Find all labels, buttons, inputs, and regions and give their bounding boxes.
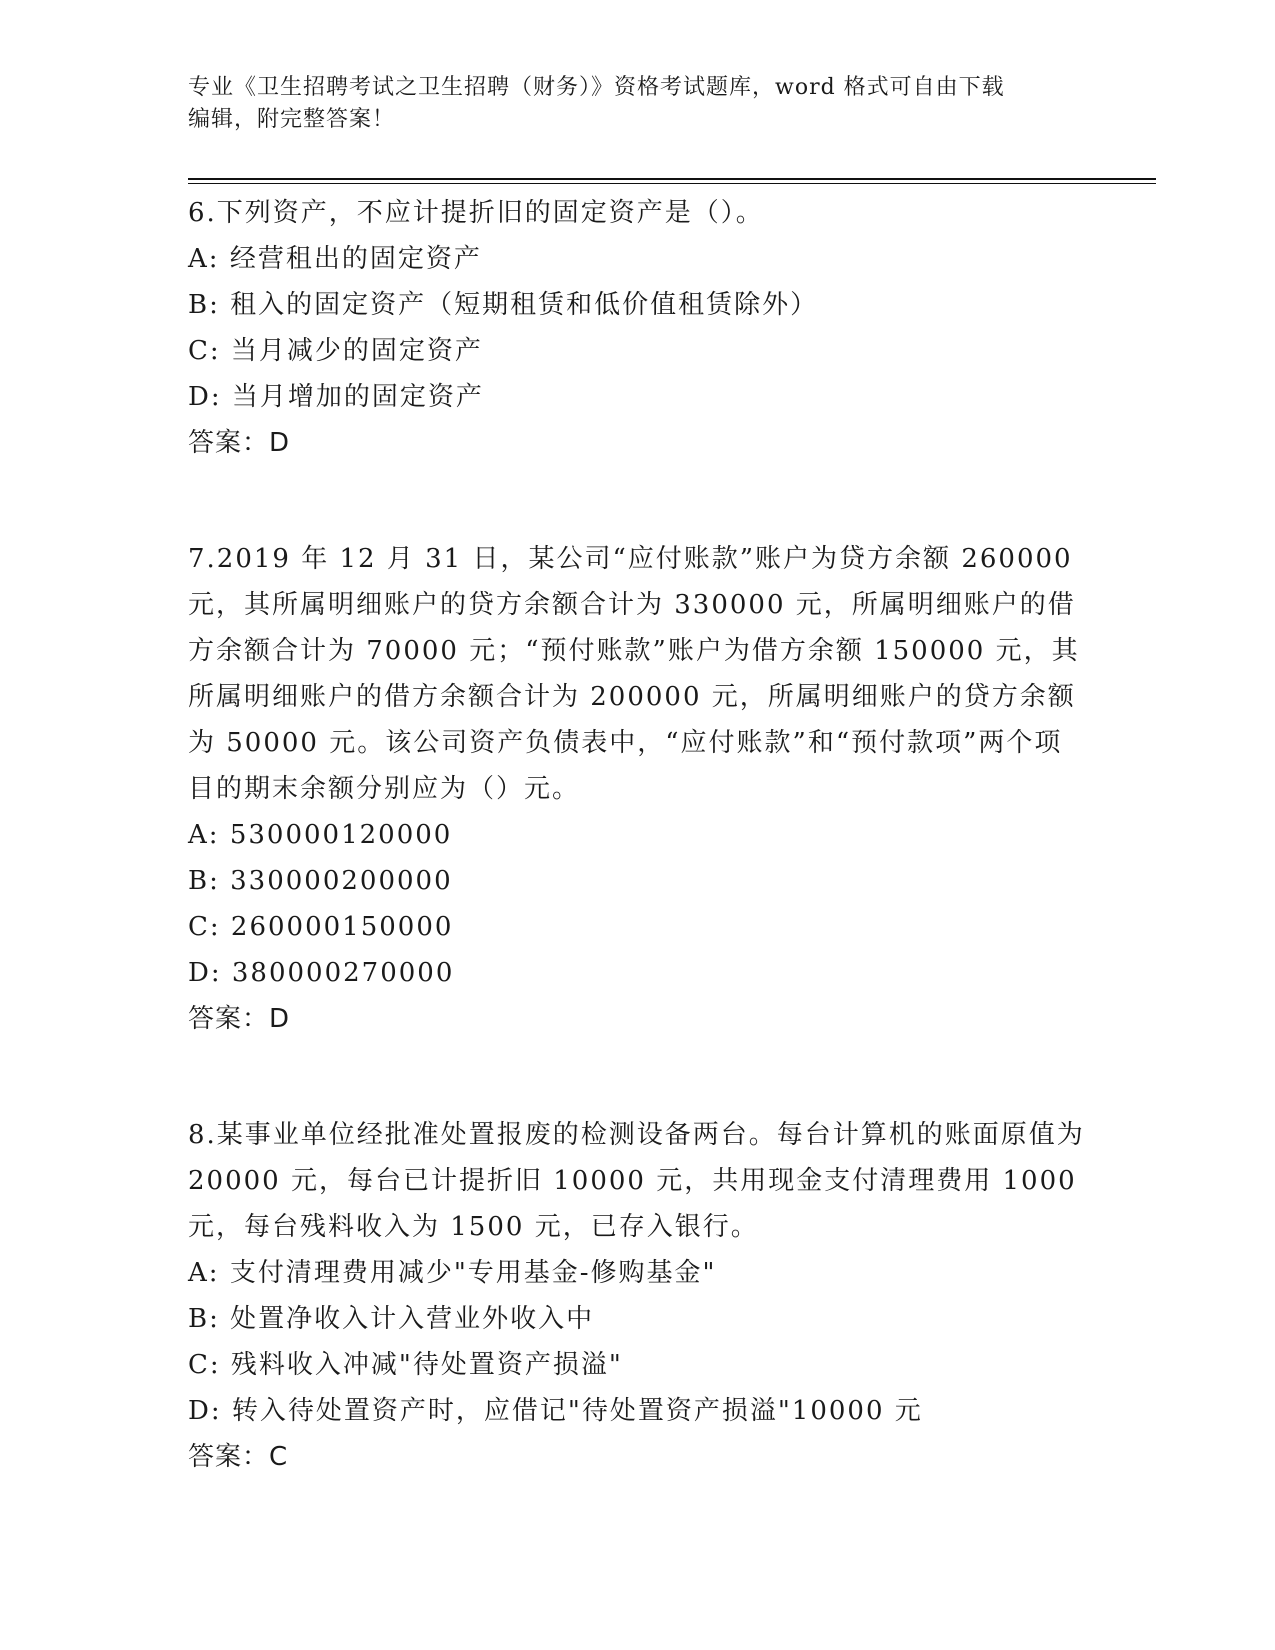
option-key: D:	[188, 382, 222, 412]
option-key: B:	[188, 1304, 220, 1334]
option-text: 530000120000	[229, 820, 453, 850]
spacer	[188, 1068, 1088, 1112]
answer-line: 答案：D	[188, 1004, 291, 1034]
option-text: 支付清理费用减少"专用基金-修购基金"	[229, 1258, 717, 1288]
option-d	[188, 1388, 1088, 1434]
option-a	[188, 236, 1088, 282]
header-line-1: 专业《卫生招聘考试之卫生招聘（财务）》资格考试题库，word 格式可自由下载	[188, 75, 1005, 100]
question-text: 6.下列资产，不应计提折旧的固定资产是（）。	[188, 198, 764, 228]
option-text: 经营租出的固定资产	[229, 244, 482, 274]
document-header	[188, 72, 1088, 136]
option-key: C:	[188, 336, 221, 366]
option-text: 转入待处置资产时，应借记"待处置资产损溢"10000 元	[231, 1396, 923, 1426]
option-key: B:	[188, 866, 220, 896]
question-text: 7.2019 年 12 月 31 日，某公司“应付账款”账户为贷方余额 260000 元，其所属明细账户的贷方余额合计为 330000 元，所属明细账户的借方余额合计为 70000 元；“预付账款”账户为借方余额 150000 元，其所属明细账户的借方余额合计为 200000 元，所属明细账户的贷方余额为 50000 元。该公司资产负债表中，“应付账款”和“预付款项”两个项目的期末余额分别应为（）元。	[188, 544, 1080, 804]
option-c	[188, 328, 1088, 374]
question-text: 8.某事业单位经批准处置报废的检测设备两台。每台计算机的账面原值为 20000 元，每台已计提折旧 10000 元，共用现金支付清理费用 1000 元，每台残料收入为 1500 元，已存入银行。	[188, 1120, 1085, 1242]
option-c	[188, 904, 1088, 950]
option-d	[188, 950, 1088, 996]
option-key: A:	[188, 244, 220, 274]
option-text: 残料收入冲减"待处置资产损溢"	[230, 1350, 623, 1380]
option-text: 380000270000	[231, 958, 455, 988]
option-text: 租入的固定资产（短期租赁和低价值租赁除外）	[230, 290, 819, 320]
option-b	[188, 282, 1088, 328]
option-key: C:	[188, 912, 221, 942]
question-8	[188, 1112, 1088, 1480]
question-6	[188, 190, 1088, 466]
option-key: D:	[188, 1396, 222, 1426]
option-key: B:	[188, 290, 220, 320]
option-text: 260000150000	[230, 912, 454, 942]
answer-line: 答案：C	[188, 1442, 289, 1472]
option-text: 处置净收入计入营业外收入中	[230, 1304, 595, 1334]
spacer	[188, 492, 1088, 536]
option-text: 330000200000	[230, 866, 453, 896]
option-text: 当月减少的固定资产	[230, 336, 483, 366]
header-divider-thin	[188, 183, 1156, 184]
option-a	[188, 1250, 1088, 1296]
question-7	[188, 536, 1088, 1042]
option-text: 当月增加的固定资产	[231, 382, 484, 412]
option-b	[188, 858, 1088, 904]
header-line-2: 编辑，附完整答案！	[188, 107, 396, 132]
option-b	[188, 1296, 1088, 1342]
option-key: C:	[188, 1350, 221, 1380]
option-c	[188, 1342, 1088, 1388]
option-key: A:	[188, 820, 220, 850]
option-key: A:	[188, 1258, 220, 1288]
option-a	[188, 812, 1088, 858]
option-d	[188, 374, 1088, 420]
answer-line: 答案：D	[188, 428, 291, 458]
header-divider-thick	[188, 178, 1156, 180]
question-list	[188, 190, 1088, 1506]
option-key: D:	[188, 958, 222, 988]
